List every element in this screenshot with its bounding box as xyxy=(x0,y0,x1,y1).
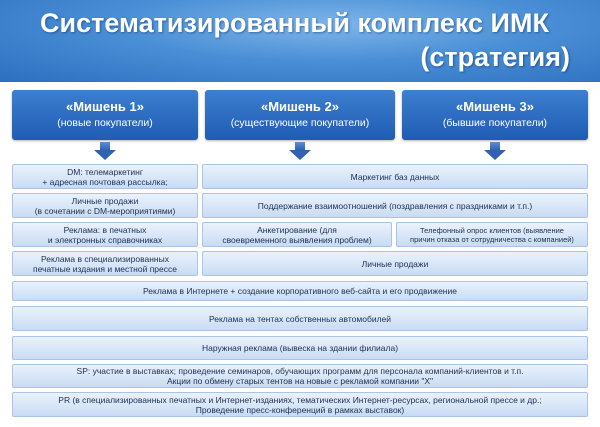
target-2-name: «Мишень 2» xyxy=(260,99,340,114)
cell-line: Телефонный опрос клиентов (выявление xyxy=(420,225,564,235)
db-marketing-cell xyxy=(202,164,588,189)
cell-line: Личные продажи xyxy=(361,258,429,269)
target-1-subtitle: (новые покупатели) xyxy=(57,117,153,129)
cell-line: Реклама в Интернете + создание корпоративного веб-сайта и его продвижение xyxy=(143,286,457,296)
target-1-box xyxy=(12,90,198,140)
target-2-box xyxy=(205,90,395,140)
outdoor-ads-cell xyxy=(12,336,588,360)
internet-ads-cell xyxy=(12,281,588,301)
target-1-name: «Мишень 1» xyxy=(65,99,145,114)
cell-line: (в сочетании с DM-мероприятиями) xyxy=(34,205,176,216)
personal-sales-cell xyxy=(202,251,588,276)
down-arrow-icon xyxy=(289,142,311,160)
cell-line: Реклама в специализированных xyxy=(41,253,169,264)
cell-line: Проведение пресс-конференций в рамках выставок) xyxy=(195,404,405,415)
down-arrow-icon xyxy=(484,142,506,160)
survey-cell xyxy=(202,222,392,247)
cell-line: своевременного выявления проблем) xyxy=(222,234,372,245)
cell-line: Реклама на тентах собственных автомобилей xyxy=(208,313,392,324)
dm-telemarketing-cell xyxy=(12,164,198,189)
cell-line: Поддержание взаимоотношений (поздравления с праздниками и т.п.) xyxy=(257,200,533,211)
cell-line: Реклама: в печатных xyxy=(63,224,147,235)
cell-line: Анкетирование (для xyxy=(257,224,337,235)
relations-cell xyxy=(202,193,588,218)
target-3-name: «Мишень 3» xyxy=(455,99,535,114)
cell-line: Акции по обмену старых тентов на новые с рекламой компании "X" xyxy=(166,376,434,386)
cell-line: Наружная реклама (вывеска на здании филиала) xyxy=(201,343,399,353)
cell-line: + адресная почтовая рассылка; xyxy=(42,176,168,187)
tent-ads-cell xyxy=(12,306,588,331)
target-2-subtitle: (существующие покупатели) xyxy=(230,117,370,129)
cell-line: Маркетинг баз данных xyxy=(350,171,440,182)
down-arrow-icon xyxy=(94,142,116,160)
cell-line: печатные издания и местной прессе xyxy=(33,263,177,274)
cell-line: SP: участие в выставках; проведение семинаров, обучающих программ для персонала компаний-клиентов и т.п. xyxy=(76,366,524,376)
pr-cell xyxy=(12,392,588,417)
target-3-box xyxy=(402,90,588,140)
slide-header xyxy=(0,0,600,82)
slide-title: Систематизированный комплекс ИМК xyxy=(40,8,549,38)
personal-sales-dm-cell xyxy=(12,193,198,218)
cell-line: PR (в специализированных печатных и Интернет-изданиях, тематических Интернет-ресурсах, региональной прессе и др.; xyxy=(58,394,542,405)
target-3-subtitle: (бывшие покупатели) xyxy=(442,117,548,129)
print-directories-cell xyxy=(12,222,198,247)
cell-line: Личные продажи xyxy=(71,195,139,206)
sp-events-cell xyxy=(12,364,588,388)
cell-line: и электронных справочниках xyxy=(47,234,163,245)
cell-line: причин отказа от сотрудничества с компанией) xyxy=(410,234,574,244)
slide-subtitle: (стратегия) xyxy=(420,42,570,72)
cell-line: DM: телемаркетинг xyxy=(67,166,143,177)
specialized-press-cell xyxy=(12,251,198,276)
phone-survey-cell xyxy=(396,222,588,247)
